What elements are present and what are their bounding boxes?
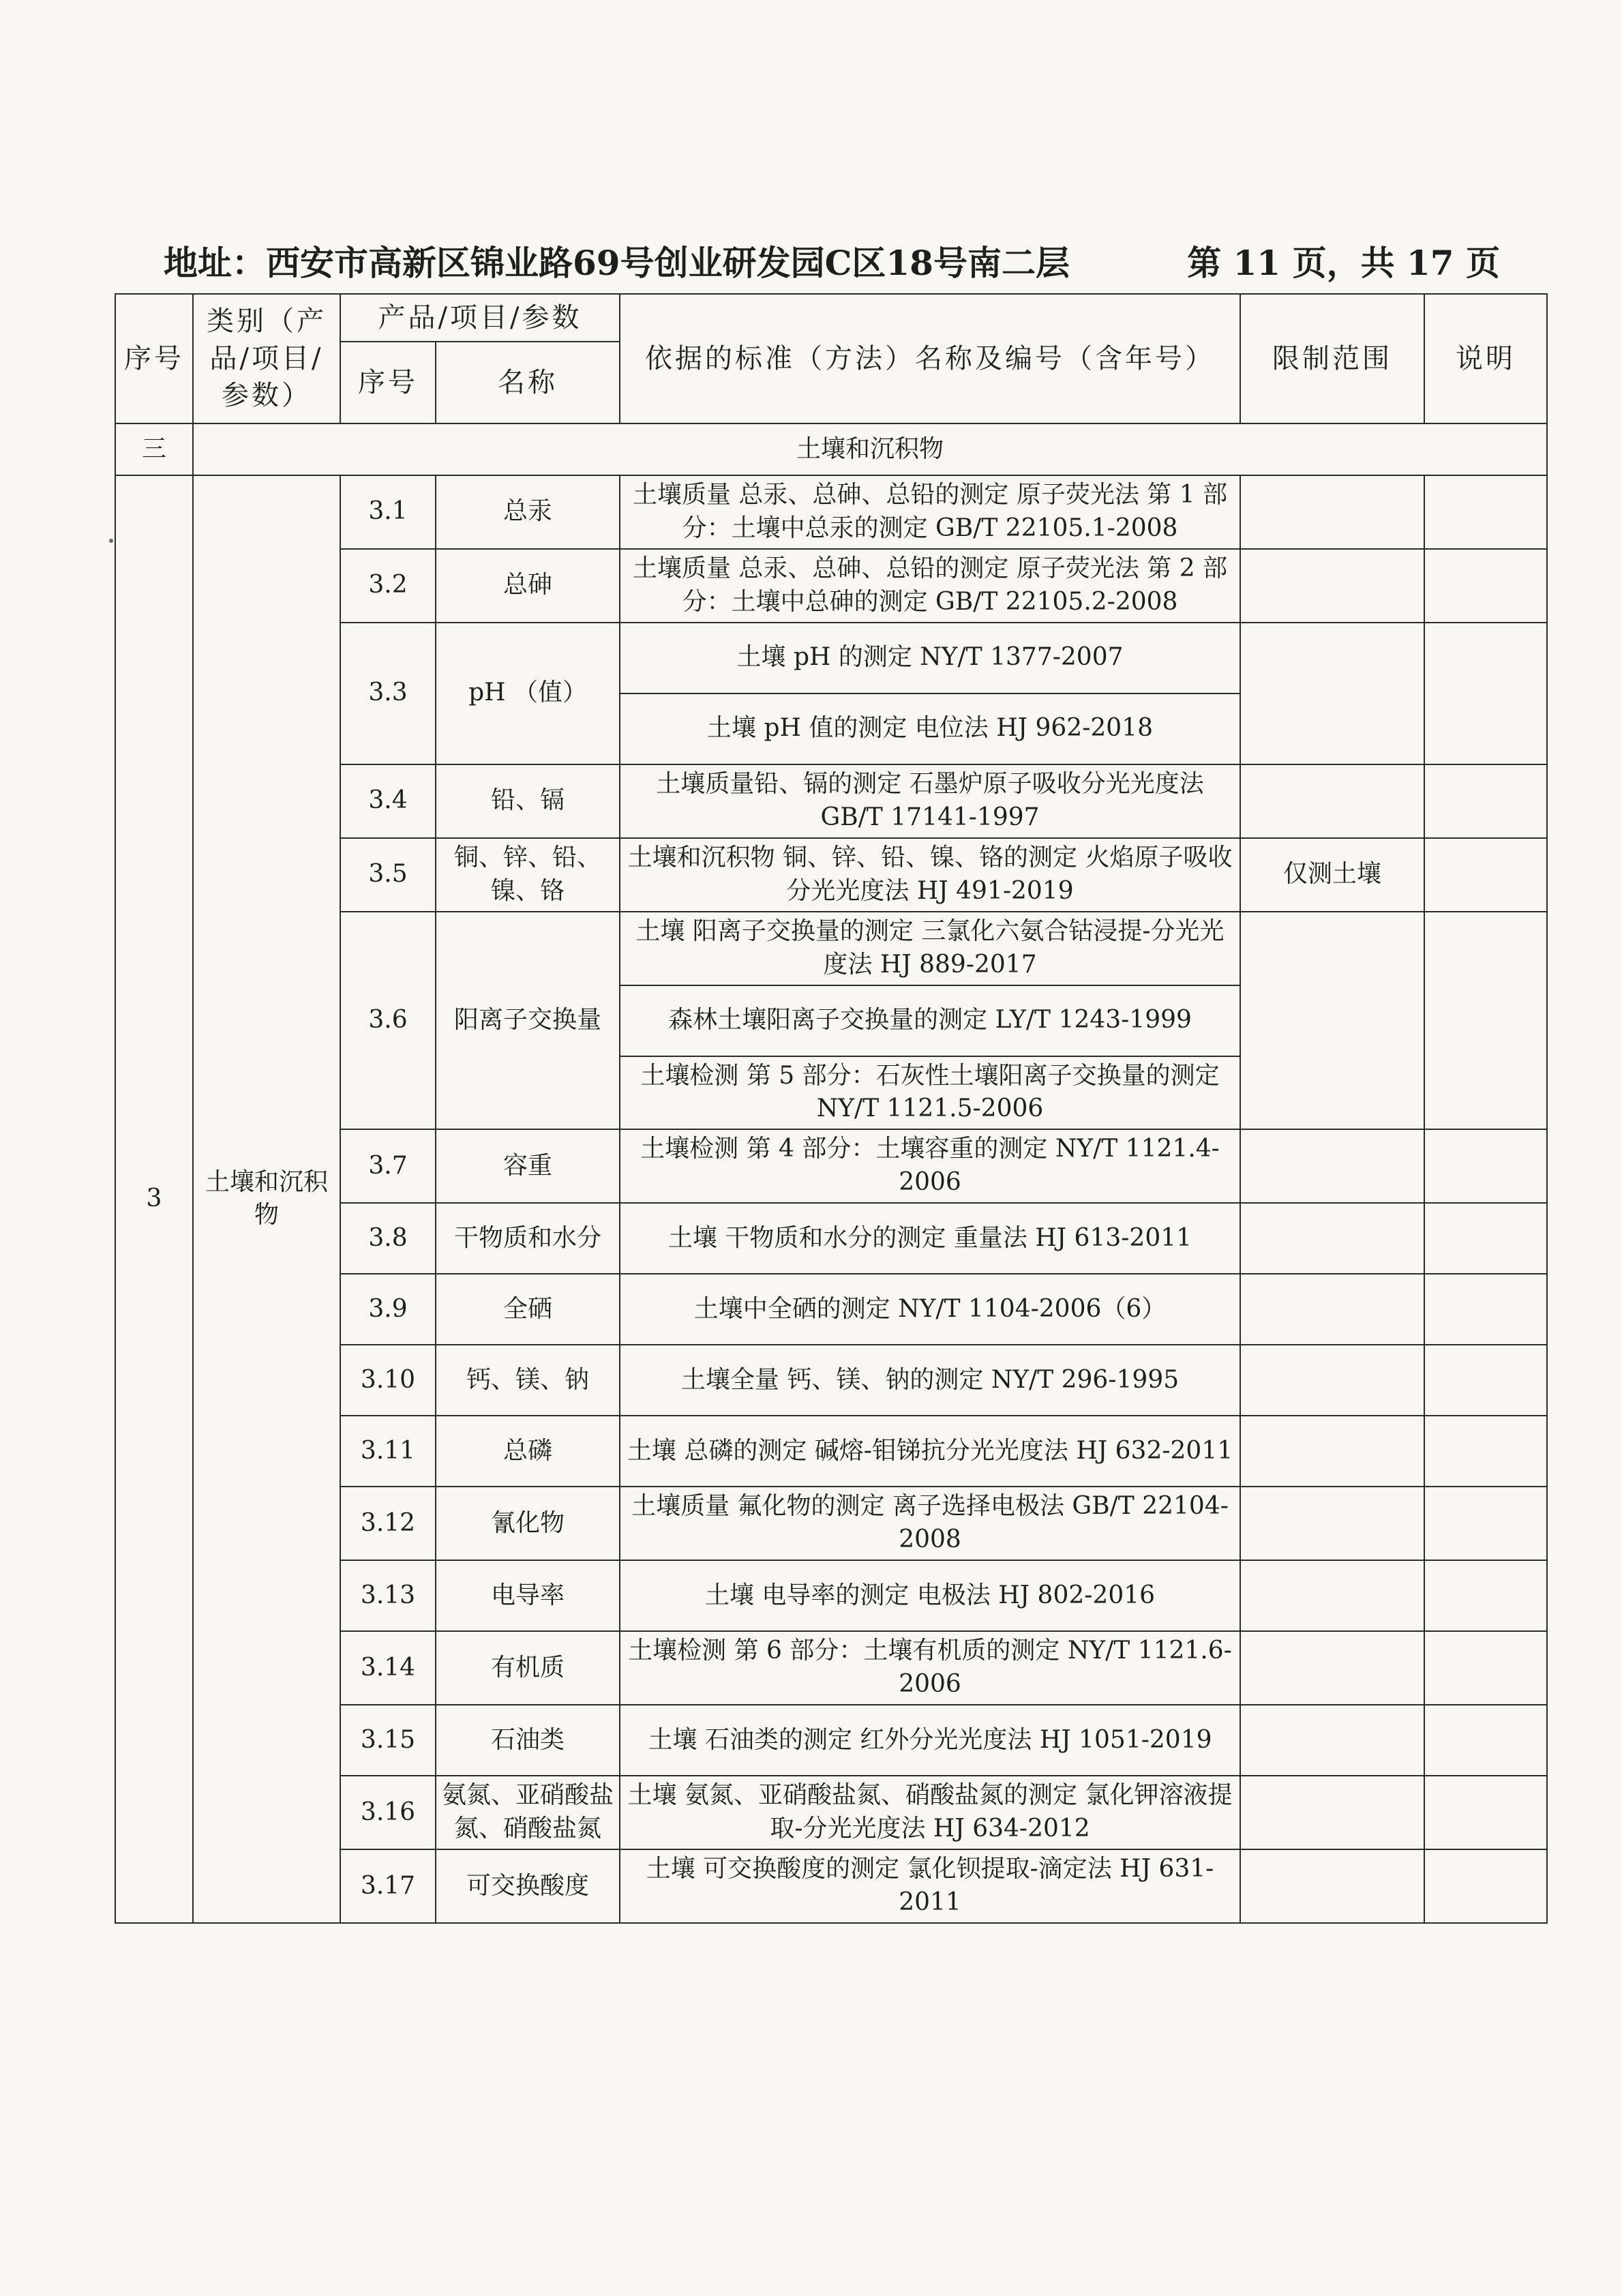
item-name: 铅、镉 bbox=[436, 764, 620, 838]
item-name: pH （值） bbox=[436, 623, 620, 764]
item-seq: 3.14 bbox=[340, 1631, 436, 1705]
item-standard: 土壤 阳离子交换量的测定 三氯化六氨合钴浸提-分光光度法 HJ 889-2017 bbox=[620, 912, 1240, 985]
item-limit: 仅测土壤 bbox=[1240, 838, 1424, 912]
item-seq: 3.9 bbox=[340, 1274, 436, 1345]
table-row bbox=[115, 475, 1547, 549]
item-limit bbox=[1240, 1705, 1424, 1776]
item-seq: 3.1 bbox=[340, 475, 436, 549]
item-standard: 土壤 石油类的测定 红外分光光度法 HJ 1051-2019 bbox=[620, 1705, 1240, 1776]
item-note bbox=[1424, 1274, 1547, 1345]
col-header-product-group: 产品/项目/参数 bbox=[340, 294, 620, 342]
item-standard: 土壤 可交换酸度的测定 氯化钡提取-滴定法 HJ 631-2011 bbox=[620, 1849, 1240, 1923]
accreditation-table bbox=[115, 293, 1548, 1924]
item-name: 阳离子交换量 bbox=[436, 912, 620, 1130]
item-note bbox=[1424, 1345, 1547, 1416]
item-limit bbox=[1240, 1487, 1424, 1560]
item-standard: 森林土壤阳离子交换量的测定 LY/T 1243-1999 bbox=[620, 985, 1240, 1056]
item-limit bbox=[1240, 1560, 1424, 1631]
item-seq: 3.8 bbox=[340, 1203, 436, 1274]
item-seq: 3.16 bbox=[340, 1776, 436, 1849]
item-note bbox=[1424, 912, 1547, 1130]
item-name: 总砷 bbox=[436, 549, 620, 623]
col-header-category: 类别（产品/项目/参数） bbox=[193, 294, 340, 423]
item-seq: 3.5 bbox=[340, 838, 436, 912]
item-seq: 3.10 bbox=[340, 1345, 436, 1416]
item-standard: 土壤 pH 值的测定 电位法 HJ 962-2018 bbox=[620, 694, 1240, 764]
item-standard: 土壤和沉积物 铜、锌、铅、镍、铬的测定 火焰原子吸收分光光度法 HJ 491-2019 bbox=[620, 838, 1240, 912]
item-name: 可交换酸度 bbox=[436, 1849, 620, 1923]
col-header-limit: 限制范围 bbox=[1240, 294, 1424, 423]
group-category: 土壤和沉积物 bbox=[193, 475, 340, 1923]
group-seq: 3 bbox=[115, 475, 193, 1923]
item-limit bbox=[1240, 1416, 1424, 1487]
item-note bbox=[1424, 838, 1547, 912]
item-limit bbox=[1240, 475, 1424, 549]
item-note bbox=[1424, 475, 1547, 549]
item-limit bbox=[1240, 549, 1424, 623]
item-note bbox=[1424, 1487, 1547, 1560]
col-header-seq: 序号 bbox=[115, 294, 193, 423]
item-note bbox=[1424, 1705, 1547, 1776]
item-seq: 3.3 bbox=[340, 623, 436, 764]
item-seq: 3.13 bbox=[340, 1560, 436, 1631]
item-limit bbox=[1240, 1274, 1424, 1345]
page-number: 第 11 页，共 17 页 bbox=[1187, 243, 1500, 283]
item-note bbox=[1424, 1560, 1547, 1631]
item-note bbox=[1424, 1203, 1547, 1274]
item-seq: 3.2 bbox=[340, 549, 436, 623]
scan-speck bbox=[109, 539, 113, 543]
item-standard: 土壤 氨氮、亚硝酸盐氮、硝酸盐氮的测定 氯化钾溶液提取-分光光度法 HJ 634-2012 bbox=[620, 1776, 1240, 1849]
item-name: 总磷 bbox=[436, 1416, 620, 1487]
item-name: 钙、镁、钠 bbox=[436, 1345, 620, 1416]
item-seq: 3.15 bbox=[340, 1705, 436, 1776]
section-title: 土壤和沉积物 bbox=[193, 423, 1547, 475]
item-standard: 土壤检测 第 4 部分：土壤容重的测定 NY/T 1121.4-2006 bbox=[620, 1129, 1240, 1203]
item-note bbox=[1424, 1849, 1547, 1923]
item-name: 容重 bbox=[436, 1129, 620, 1203]
item-limit bbox=[1240, 623, 1424, 764]
item-name: 总汞 bbox=[436, 475, 620, 549]
item-note bbox=[1424, 549, 1547, 623]
item-limit bbox=[1240, 1776, 1424, 1849]
item-seq: 3.12 bbox=[340, 1487, 436, 1560]
item-note bbox=[1424, 1416, 1547, 1487]
item-note bbox=[1424, 623, 1547, 764]
item-limit bbox=[1240, 1631, 1424, 1705]
item-limit bbox=[1240, 1203, 1424, 1274]
item-standard: 土壤检测 第 5 部分：石灰性土壤阳离子交换量的测定 NY/T 1121.5-2006 bbox=[620, 1056, 1240, 1130]
col-header-note: 说明 bbox=[1424, 294, 1547, 423]
item-seq: 3.11 bbox=[340, 1416, 436, 1487]
item-standard: 土壤全量 钙、镁、钠的测定 NY/T 296-1995 bbox=[620, 1345, 1240, 1416]
item-name: 电导率 bbox=[436, 1560, 620, 1631]
item-seq: 3.7 bbox=[340, 1129, 436, 1203]
header-row bbox=[115, 294, 1547, 342]
col-header-standard: 依据的标准（方法）名称及编号（含年号） bbox=[620, 294, 1240, 423]
item-name: 氰化物 bbox=[436, 1487, 620, 1560]
item-name: 全硒 bbox=[436, 1274, 620, 1345]
item-name: 石油类 bbox=[436, 1705, 620, 1776]
address-text: 地址：西安市高新区锦业路69号创业研发园C区18号南二层 bbox=[164, 243, 1070, 283]
item-limit bbox=[1240, 1849, 1424, 1923]
item-seq: 3.17 bbox=[340, 1849, 436, 1923]
item-name: 干物质和水分 bbox=[436, 1203, 620, 1274]
item-name: 铜、锌、铅、镍、铬 bbox=[436, 838, 620, 912]
item-standard: 土壤质量 总汞、总砷、总铅的测定 原子荧光法 第 2 部分：土壤中总砷的测定 GB/T 22105.2-2008 bbox=[620, 549, 1240, 623]
item-note bbox=[1424, 1631, 1547, 1705]
item-limit bbox=[1240, 764, 1424, 838]
item-note bbox=[1424, 1129, 1547, 1203]
item-standard: 土壤中全硒的测定 NY/T 1104-2006（6） bbox=[620, 1274, 1240, 1345]
col-header-name: 名称 bbox=[436, 342, 620, 423]
item-limit bbox=[1240, 912, 1424, 1130]
item-limit bbox=[1240, 1129, 1424, 1203]
col-header-sub-seq: 序号 bbox=[340, 342, 436, 423]
item-name: 氨氮、亚硝酸盐氮、硝酸盐氮 bbox=[436, 1776, 620, 1849]
item-standard: 土壤 电导率的测定 电极法 HJ 802-2016 bbox=[620, 1560, 1240, 1631]
item-standard: 土壤检测 第 6 部分：土壤有机质的测定 NY/T 1121.6-2006 bbox=[620, 1631, 1240, 1705]
section-seq: 三 bbox=[115, 423, 193, 475]
item-seq: 3.4 bbox=[340, 764, 436, 838]
item-standard: 土壤质量 氟化物的测定 离子选择电极法 GB/T 22104-2008 bbox=[620, 1487, 1240, 1560]
section-row bbox=[115, 423, 1547, 475]
item-note bbox=[1424, 1776, 1547, 1849]
item-seq: 3.6 bbox=[340, 912, 436, 1130]
item-standard: 土壤质量 总汞、总砷、总铅的测定 原子荧光法 第 1 部分：土壤中总汞的测定 GB/T 22105.1-2008 bbox=[620, 475, 1240, 549]
item-name: 有机质 bbox=[436, 1631, 620, 1705]
item-note bbox=[1424, 764, 1547, 838]
item-limit bbox=[1240, 1345, 1424, 1416]
item-standard: 土壤 总磷的测定 碱熔-钼锑抗分光光度法 HJ 632-2011 bbox=[620, 1416, 1240, 1487]
item-standard: 土壤质量铅、镉的测定 石墨炉原子吸收分光光度法 GB/T 17141-1997 bbox=[620, 764, 1240, 838]
item-standard: 土壤 干物质和水分的测定 重量法 HJ 613-2011 bbox=[620, 1203, 1240, 1274]
item-standard: 土壤 pH 的测定 NY/T 1377-2007 bbox=[620, 623, 1240, 694]
